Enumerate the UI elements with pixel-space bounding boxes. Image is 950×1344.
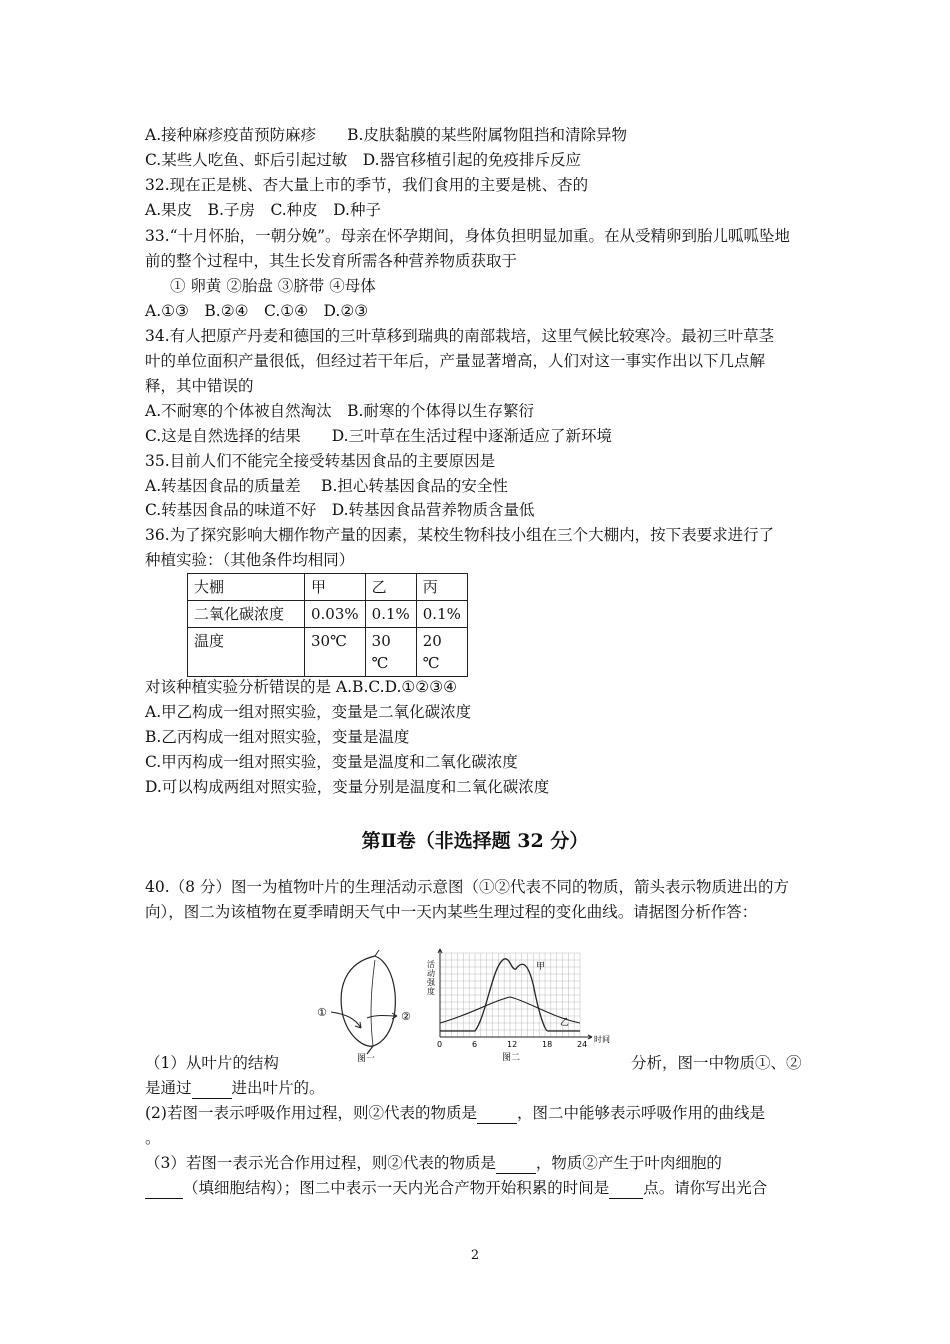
q34-options-line1: A.不耐寒的个体被自然淘汰 B.耐寒的个体得以生存繁衍 [145,402,534,420]
figure1-leaf [305,948,415,1063]
answer-blank-5[interactable] [609,1178,643,1199]
table-header-cell: 乙 [365,574,416,601]
curve-jia-label: 甲 [536,962,546,972]
q40-stem-line2: 向），图二为该植物在夏季晴朗天气中一天内某些生理过程的变化曲线。请据图分析作答： [145,903,758,921]
q40-part2-post: ，图二中能够表示呼吸作用的曲线是 [516,1104,765,1122]
q31-options-line2: C.某些人吃鱼、虾后引起过敏 D.器官移植引起的免疫排斥反应 [145,151,582,169]
x-tick-label: 6 [472,1040,478,1049]
fig1-label-2: ② [401,1010,411,1023]
q35-options-line1: A.转基因食品的质量差 B.担心转基因食品的安全性 [145,477,508,495]
table-cell: 30℃ [305,628,366,677]
table-row [188,628,468,677]
leaf-midrib [371,960,375,1046]
q32-options: A.果皮 B.子房 C.种皮 D.种子 [145,201,381,219]
q33-items: ① 卵黄 ②胎盘 ③脐带 ④母体 [170,277,376,295]
q40-part1-a: （1）从叶片的结构 [145,1054,279,1072]
curve-yi-label: 乙 [560,1018,570,1028]
fig1-label-1: ① [317,1006,327,1019]
q33-stem-line1: 33.“十月怀胎，一朝分娩”。母亲在怀孕期间，身体负担明显加重。在从受精卵到胎儿呱呱坠地 [145,227,791,245]
table-cell: 30 ℃ [365,628,416,677]
table-cell: 0.1% [416,601,467,628]
table-cell: 0.03% [305,601,366,628]
q40-part2-line1 [145,1103,765,1124]
q36-option-a: A.甲乙构成一组对照实验，变量是二氧化碳浓度 [145,703,472,721]
q36-option-c: C.甲丙构成一组对照实验，变量是温度和二氧化碳浓度 [145,753,518,771]
x-tick-labels [437,1040,587,1049]
q40-part3-line1 [145,1153,722,1174]
table-cell: 20 ℃ [416,628,467,677]
table-header-cell: 甲 [305,574,366,601]
x-tick-label: 0 [437,1040,443,1049]
q35-stem: 35.目前人们不能完全接受转基因食品的主要原因是 [145,452,496,470]
q40-part1-pre: 是通过 [145,1079,192,1097]
table-cell: 二氧化碳浓度 [188,601,305,628]
greenhouse-experiment-table [187,573,468,677]
table-row [188,601,468,628]
y-axis-label [427,959,438,996]
q40-part3-post2: 点。请你写出光合 [643,1179,768,1197]
q34-stem-line1: 34.有人把原产丹麦和德国的三叶草移到瑞典的南部栽培，这里气候比较寒冷。最初三叶草茎 [145,327,775,345]
table-cell: 0.1% [365,601,416,628]
q36-option-d: D.可以构成两组对照实验，变量分别是温度和二氧化碳浓度 [145,778,550,796]
q40-part2-pre: (2)若图一表示呼吸作用过程，则②代表的物质是 [145,1104,477,1122]
q40-stem-line1: 40.（8 分）图一为植物叶片的生理活动示意图（①②代表不同的物质，箭头表示物质进出的方 [145,878,789,896]
x-tick-label: 24 [577,1040,588,1049]
q40-part1-line2 [145,1078,325,1099]
q33-stem-line2: 前的整个过程中，其生长发育所需各种营养物质获取于 [145,252,518,270]
q34-options-line2: C.这是自然选择的结果 D.三叶草在生活过程中逐渐适应了新环境 [145,427,613,445]
x-tick-label: 12 [507,1040,518,1049]
table-header-cell: 大棚 [188,574,305,601]
fig2-caption: 图二 [502,1053,521,1063]
y-axis-label-char: 动 [427,969,435,978]
q40-part3-mid: （填细胞结构）；图二中表示一天内光合产物开始积累的时间是 [183,1179,610,1197]
q34-stem-line2: 叶的单位面积产量很低，但经过若干年后，产量显著增高，人们对这一事实作出以下几点解 [145,352,766,370]
q40-part3-post: ，物质②产生于叶肉细胞的 [535,1154,722,1172]
q34-stem-line3: 释，其中错误的 [145,377,254,395]
q32-stem: 32.现在正是桃、杏大量上市的季节，我们食用的主要是桃、杏的 [145,176,589,194]
table-header-cell: 丙 [416,574,467,601]
y-axis-label-char: 强 [427,978,435,987]
y-axis-label-char: 度 [427,987,435,996]
chart-grid [440,953,580,1037]
table-header-row [188,574,468,601]
figure2-activity-chart [420,945,620,1063]
q40-part1-b: 分析，图一中物质①、② [631,1054,802,1072]
x-axis-label: 时间 [594,1035,610,1044]
section-title: 第Ⅱ卷（非选择题 32 分） [361,830,589,852]
y-axis-label-char: 活 [427,960,435,969]
q33-options: A.①③ B.②④ C.①④ D.②③ [145,302,369,320]
answer-blank-2[interactable] [477,1103,517,1124]
answer-blank-3[interactable] [496,1153,536,1174]
q40-part3-line2 [145,1178,767,1199]
q35-options-line2: C.转基因食品的味道不好 D.转基因食品营养物质含量低 [145,501,535,519]
leaf-outline [341,956,395,1046]
q36-analysis: 对该种植实验分析错误的是 A.B.C.D.①②③④ [145,678,457,696]
table-cell: 温度 [188,628,305,677]
q40-part3-pre: （3）若图一表示光合作用过程，则②代表的物质是 [145,1154,496,1172]
x-tick-label: 18 [542,1040,553,1049]
q31-options-line1: A.接种麻疹疫苗预防麻疹 B.皮肤黏膜的某些附属物阻挡和清除异物 [145,126,627,144]
leaf-petiole [367,1046,373,1054]
answer-blank-4[interactable] [145,1178,183,1199]
answer-blank-1[interactable] [192,1078,232,1099]
q36-option-b: B.乙丙构成一组对照实验，变量是温度 [145,728,410,746]
page-number: 2 [470,1248,480,1263]
fig1-caption: 图一 [357,1054,376,1063]
q40-part1-post: 进出叶片的。 [231,1079,325,1097]
q36-stem-line2: 种植实验：（其他条件均相同） [145,551,355,569]
leaf-tip [375,950,379,956]
q36-stem-line1: 36.为了探究影响大棚作物产量的因素，某校生物科技小组在三个大棚内，按下表要求进行了 [145,526,775,544]
q40-part2-end: 。 [145,1129,161,1147]
